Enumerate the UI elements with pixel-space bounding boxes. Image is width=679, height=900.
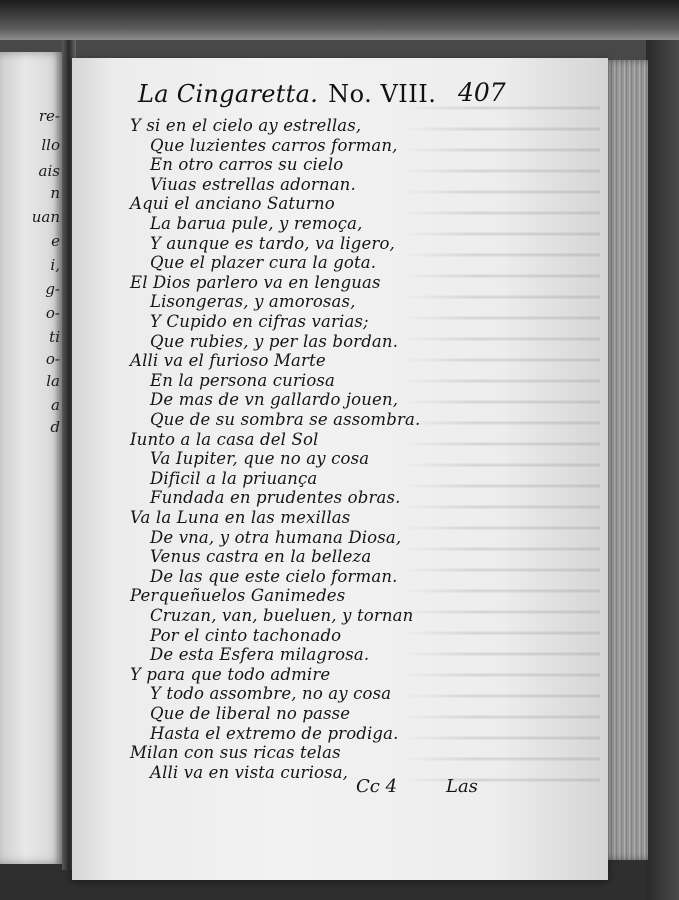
verse-line: Por el cinto tachonado — [150, 625, 342, 645]
running-head-title: La Cingaretta. — [138, 80, 319, 108]
verse-line: Lisongeras, y amorosas, — [150, 292, 356, 312]
verse-line: En otro carros su cielo — [150, 155, 344, 175]
verse-line: Que rubies, y per las bordan. — [150, 331, 399, 351]
verse-line: Iunto a la casa del Sol — [130, 429, 319, 449]
verse-line: Que el plazer cura la gota. — [150, 253, 377, 273]
left-page-fragment: o- — [45, 350, 60, 368]
verse-line: Que luzientes carros forman, — [150, 135, 398, 155]
verse-line: Va Iupiter, que no ay cosa — [150, 449, 370, 469]
verse-line: Y aunque es tardo, va ligero, — [150, 233, 395, 253]
verse-line: Y Cupido en cifras varias; — [150, 312, 369, 331]
verse-line: De esta Esfera milagrosa. — [150, 645, 370, 665]
page-number: 407 — [458, 78, 506, 107]
verse-line: Aqui el anciano Saturno — [130, 194, 335, 214]
verse-line: Alli va el furioso Marte — [130, 351, 326, 371]
verse-line: En la persona curiosa — [150, 370, 336, 390]
left-page-fragment: uan — [31, 208, 60, 226]
left-page-fragment: g- — [45, 280, 60, 298]
verse-line: Viuas estrellas adornan. — [150, 174, 356, 194]
verse-line: La barua pule, y remoça, — [150, 214, 363, 233]
left-page-fragment: ais — [38, 162, 60, 180]
left-page-fragment: i, — [50, 256, 60, 274]
background-right — [646, 40, 679, 900]
verse-line: Cruzan, van, bueluen, y tornan — [150, 606, 414, 625]
verse-line: Dificil a la priuança — [150, 468, 318, 488]
left-page-fragment: a — [51, 396, 60, 414]
signature-mark: Cc 4 — [356, 776, 398, 797]
left-page-fragment: la — [46, 372, 60, 390]
verse-line: De mas de vn gallardo jouen, — [150, 390, 399, 410]
left-page-fragment: o- — [45, 304, 60, 322]
verse-line: Y todo assombre, no ay cosa — [150, 684, 392, 704]
left-page-fragment: llo — [41, 136, 60, 154]
bleed-through-text — [400, 96, 600, 796]
verse-line: De las que este cielo forman. — [150, 566, 398, 586]
verse-line: Alli va en vista curiosa, — [150, 762, 349, 782]
running-head — [138, 80, 518, 108]
left-page-fragment: re- — [38, 107, 60, 125]
verse-line: De vna, y otra humana Diosa, — [150, 527, 402, 547]
verse-line: Y para que todo admire — [130, 664, 331, 684]
catchword: Las — [446, 776, 478, 797]
left-page-fragment: ti — [49, 328, 60, 346]
left-page-fragment: d — [50, 418, 60, 436]
top-binding-shadow — [0, 0, 679, 40]
left-page — [0, 52, 64, 864]
verse-line: Que de su sombra se assombra. — [150, 410, 421, 429]
left-page-fragment: n — [50, 184, 60, 202]
verse-line: Y si en el cielo ay estrellas, — [130, 116, 362, 135]
verse-line: Milan con sus ricas telas — [130, 743, 341, 763]
verse-line: Fundada en prudentes obras. — [150, 488, 401, 508]
verse-line: Hasta el extremo de prodiga. — [150, 723, 399, 743]
running-head-number: No. VIII. — [328, 80, 437, 108]
verse-line: Venus castra en la belleza — [150, 547, 372, 567]
verse-line: Va la Luna en las mexillas — [130, 508, 351, 527]
verse-line: Perqueñuelos Ganimedes — [130, 586, 346, 606]
verse-line: Que de liberal no passe — [150, 704, 351, 723]
left-page-fragment: e — [51, 232, 60, 250]
verse-line: El Dios parlero va en lenguas — [130, 272, 381, 292]
